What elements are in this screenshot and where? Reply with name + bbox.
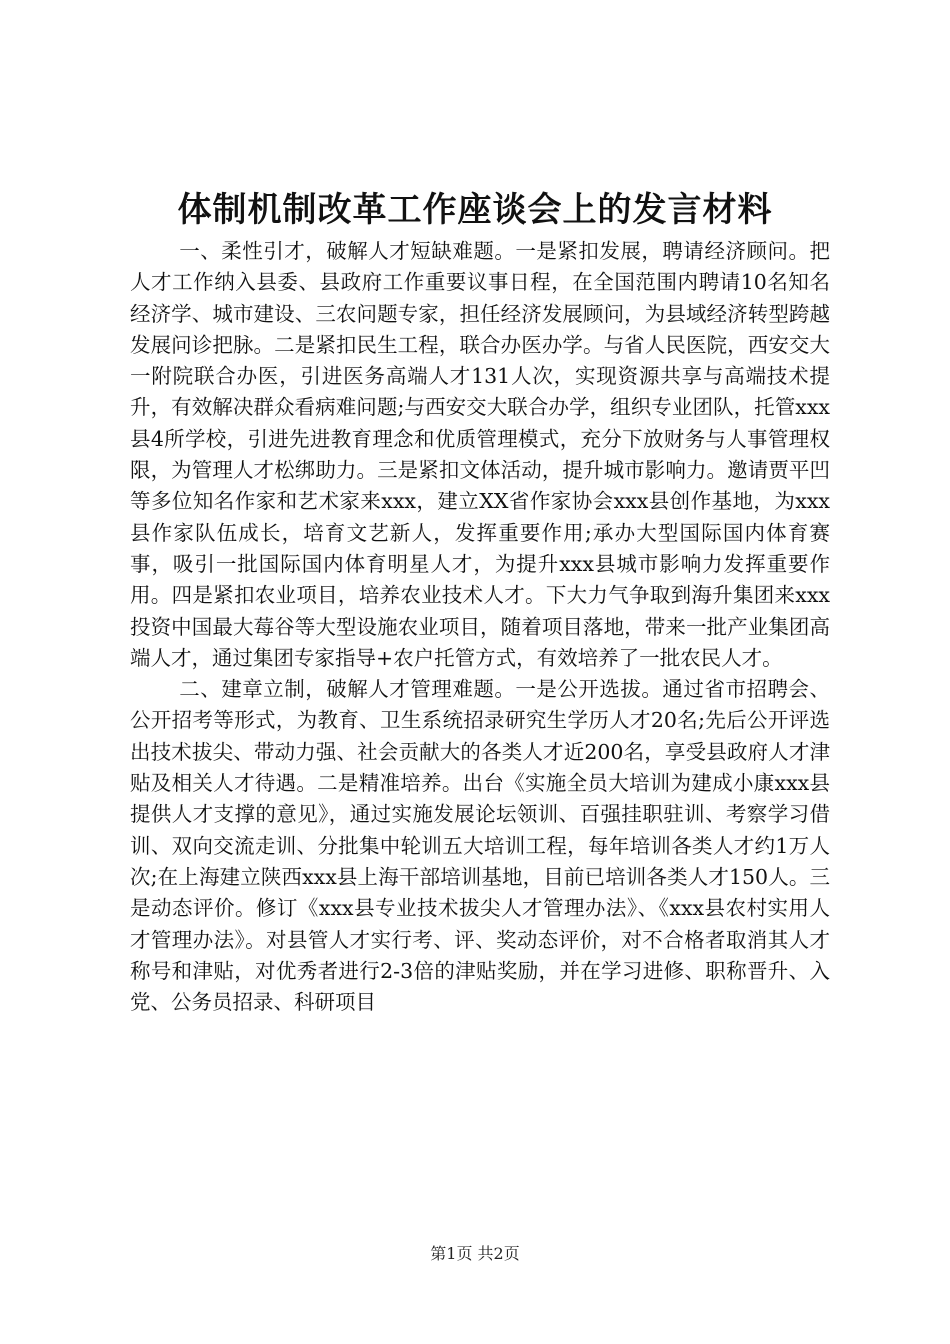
paragraph-1: 一、柔性引才，破解人才短缺难题。一是紧扣发展，聘请经济顾问。把人才工作纳入县委、县政府工作重要议事日程，在全国范围内聘请10名知名经济学、城市建设、三农问题专家，担任经济发展顾问，为县域经济转型跨越发展问诊把脉。二是紧扣民生工程，联合办医办学。与省人民医院，西安交大一附院联合办医，引进医务高端人才131人次，实现资源共享与高端技术提升，有效解决群众看病难问题;与西安交大联合办学，组织专业团队，托管xxx县4所学校，引进先进教育理念和优质管理模式，充分下放财务与人事管理权限，为管理人才松绑助力。三是紧扣文体活动，提升城市影响力。邀请贾平凹等多位知名作家和艺术家来xxx，建立XX省作家协会xxx县创作基地，为xxx县作家队伍成长，培育文艺新人，发挥重要作用;承办大型国际国内体育赛事，吸引一批国际国内体育明星人才，为提升xxx县城市影响力发挥重要作用。四是紧扣农业项目，培养农业技术人才。下大力气争取到海升集团来xxx投资中国最大莓谷等大型设施农业项目，随着项目落地，带来一批产业集团高端人才，通过集团专家指导+农户托管方式，有效培养了一批农民人才。 (130, 239, 830, 670)
document-body (130, 236, 830, 1018)
paragraph-2: 二、建章立制，破解人才管理难题。一是公开选拔。通过省市招聘会、公开招考等形式，为教育、卫生系统招录研究生学历人才20名;先后公开评选出技术拔尖、带动力强、社会贡献大的各类人才近200名，享受县政府人才津贴及相关人才待遇。二是精准培养。出台《实施全员大培训为建成小康xxx县提供人才支撑的意见》，通过实施发展论坛领训、百强挂职驻训、考察学习借训、双向交流走训、分批集中轮训五大培训工程，每年培训各类人才约1万人次;在上海建立陕西xxx县上海干部培训基地，目前已培训各类人才150人。三是动态评价。修订《xxx县专业技术拔尖人才管理办法》、《xxx县农村实用人才管理办法》。对县管人才实行考、评、奖动态评价，对不合格者取消其人才称号和津贴，对优秀者进行2-3倍的津贴奖励，并在学习进修、职称晋升、入党、公务员招录、科研项目 (130, 677, 830, 1015)
page-footer: 第1页 共2页 (430, 1244, 520, 1263)
document-title: 体制机制改革工作座谈会上的发言材料 (177, 190, 773, 230)
